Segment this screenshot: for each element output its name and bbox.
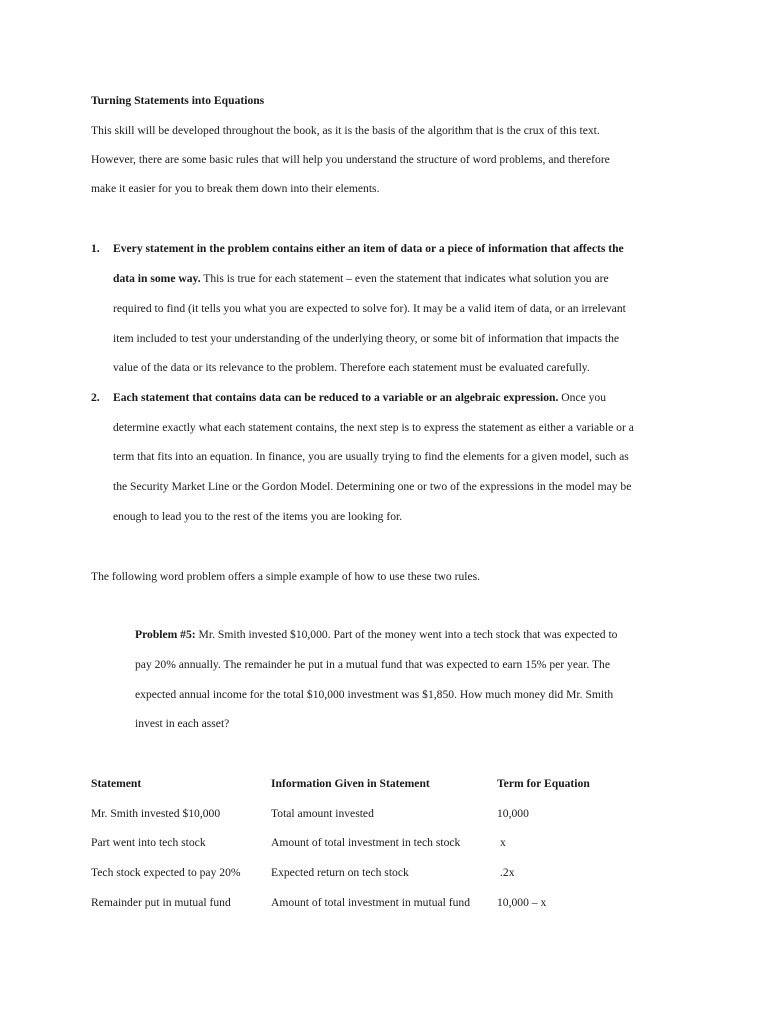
table-cell-term: .2x bbox=[500, 866, 515, 879]
table-cell-term: 10,000 – x bbox=[497, 896, 547, 909]
rule-text-line: required to find (it tells you what you are expected to solve for). It may be a valid item of data, or an irrelevant bbox=[113, 302, 626, 315]
table-cell-statement: Remainder put in mutual fund bbox=[91, 896, 231, 909]
table-cell-info: Amount of total investment in mutual fund bbox=[271, 896, 471, 909]
rule-number: 2. bbox=[91, 391, 100, 404]
rule-text-line: enough to lead you to the rest of the items you are looking for. bbox=[113, 510, 403, 523]
rule-text-line: item included to test your understanding of the underlying theory, or some bit of information that impacts the bbox=[113, 332, 620, 345]
table-cell-statement: Part went into tech stock bbox=[91, 836, 206, 849]
problem-line: pay 20% annually. The remainder he put in a mutual fund that was expected to earn 15% per year. The bbox=[135, 658, 610, 671]
table-cell-info: Amount of total investment in tech stock bbox=[271, 836, 461, 849]
intro-line: However, there are some basic rules that will help you understand the structure of word problems, and therefore bbox=[91, 153, 610, 166]
rule-number: 1. bbox=[91, 242, 100, 255]
table-cell-statement: Mr. Smith invested $10,000 bbox=[91, 807, 221, 820]
table-cell-info: Total amount invested bbox=[271, 807, 374, 820]
transition-text: The following word problem offers a simple example of how to use these two rules. bbox=[91, 570, 481, 583]
rule-text-line bbox=[113, 272, 609, 285]
table-cell-term: x bbox=[500, 836, 506, 849]
rule-text-line bbox=[113, 391, 606, 404]
rule-text-line: the Security Market Line or the Gordon Model. Determining one or two of the expressions in the model may be bbox=[113, 480, 632, 493]
table-header-term: Term for Equation bbox=[497, 777, 590, 790]
problem-line: invest in each asset? bbox=[135, 717, 230, 730]
problem-text: Mr. Smith invested $10,000. Part of the money went into a tech stock that was expected to bbox=[195, 628, 618, 641]
problem-line: expected annual income for the total $10,000 investment was $1,850. How much money did Mr. Smith bbox=[135, 688, 614, 701]
table-cell-info: Expected return on tech stock bbox=[271, 866, 409, 879]
rule-heading: Every statement in the problem contains either an item of data or a piece of information that affects the bbox=[113, 242, 624, 255]
table-header-statement: Statement bbox=[91, 777, 142, 790]
problem-label: Problem #5: bbox=[135, 628, 196, 641]
intro-line: make it easier for you to break them down into their elements. bbox=[91, 182, 380, 195]
table-cell-term: 10,000 bbox=[497, 807, 529, 820]
rule-text-line: term that fits into an equation. In finance, you are usually trying to find the elements for a given model, such as bbox=[113, 450, 629, 463]
rule-heading: Each statement that contains data can be reduced to a variable or an algebraic expression. bbox=[113, 391, 559, 404]
rule-heading-cont: data in some way. bbox=[113, 272, 201, 285]
table-cell-statement: Tech stock expected to pay 20% bbox=[91, 866, 241, 879]
rule-text: Once you bbox=[558, 391, 607, 404]
rule-text-line: determine exactly what each statement contains, the next step is to express the statement as either a variable or a bbox=[113, 421, 634, 434]
rule-text: This is true for each statement – even the statement that indicates what solution you are bbox=[200, 272, 609, 285]
problem-line bbox=[135, 628, 617, 641]
section-title: Turning Statements into Equations bbox=[91, 94, 265, 107]
table-header-info: Information Given in Statement bbox=[271, 777, 430, 790]
intro-line: This skill will be developed throughout the book, as it is the basis of the algorithm that is the crux of this text. bbox=[91, 124, 600, 137]
rule-text-line: value of the data or its relevance to the problem. Therefore each statement must be evaluated carefully. bbox=[113, 361, 590, 374]
